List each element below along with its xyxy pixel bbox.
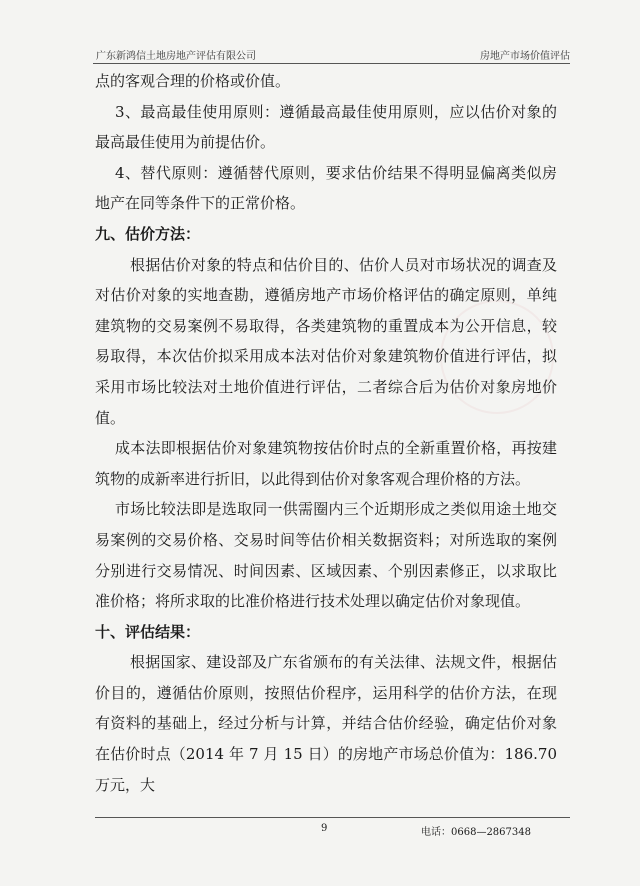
section-heading: 九、估价方法： <box>95 224 201 243</box>
header-company: 广东新鸿信土地房地产评估有限公司 <box>96 51 256 62</box>
page-number: 9 <box>321 823 328 834</box>
paragraph: 根据估价对象的特点和估价目的、估价人员对市场状况的调查及对估价对象的实地查勘，遵循房地产市场价格评估的确定原则，单纯建筑物的交易案例不易取得，各类建筑物的重置成本为公开信息，较易取得，本次估价拟采用成本法对估价对象建筑物价值进行评估，拟采用市场比较法对土地价值进行评估，二者综合后为估价对象房地价值。 <box>95 255 557 427</box>
header-rule <box>93 63 570 64</box>
footer-rule <box>95 817 570 818</box>
document-body <box>95 66 557 800</box>
header-report-type: 房地产市场价值评估 <box>480 51 570 62</box>
paragraph: 点的客观合理的价格或价值。 <box>95 72 291 90</box>
section-heading: 十、评估结果： <box>95 622 201 641</box>
paragraph: 根据国家、建设部及广东省颁布的有关法律、法规文件，根据估价目的，遵循估价原则，按照估价程序，运用科学的估价方法，在现有资料的基础上，经过分析与计算，并结合估价经验，确定估价对象在估价时点（2014 年 7 月 15 日）的房地产市场总价值为：186.70 万元，大 <box>95 653 557 794</box>
page-header <box>96 44 570 62</box>
paragraph: 3、最高最佳使用原则：遵循最高最佳使用原则，应以估价对象的最高最佳使用为前提估价。 <box>95 102 557 152</box>
paragraph: 4、替代原则：遵循替代原则，要求估价结果不得明显偏离类似房地产在同等条件下的正常价格。 <box>95 163 557 213</box>
footer-phone: 电话：0668—2867348 <box>421 827 531 838</box>
paragraph: 成本法即根据估价对象建筑物按估价时点的全新重置价格，再按建筑物的成新率进行折旧，以此得到估价对象客观合理价格的方法。 <box>95 439 557 488</box>
paragraph: 市场比较法即是选取同一供需圈内三个近期形成之类似用途土地交易案例的交易价格、交易时间等估价相关数据资料；对所选取的案例分别进行交易情况、时间因素、区域因素、个别因素修正，以求取比准价格；将所求取的比准价格进行技术处理以确定估价对象现值。 <box>95 500 557 611</box>
